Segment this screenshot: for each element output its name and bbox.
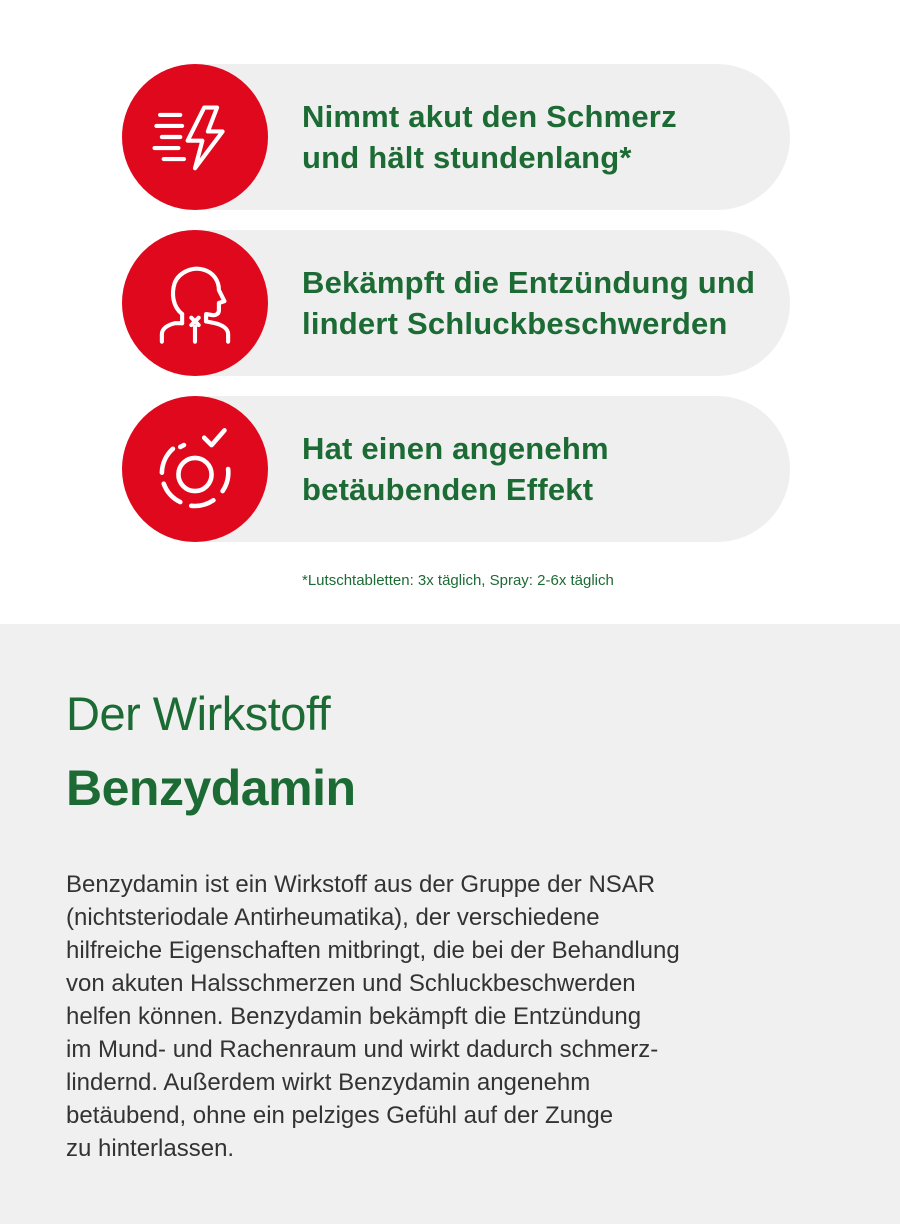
body-line: zu hinterlassen. [66, 1135, 235, 1162]
section-title-light: Der Wirkstoff [66, 687, 331, 740]
benefit-card-pain-relief [122, 64, 790, 210]
benefit-line: betäubenden Effekt [302, 472, 594, 507]
body-line: im Mund- und Rachenraum und wirkt dadurch schmerz- [66, 1036, 659, 1063]
benefit-card-numbing [122, 396, 790, 542]
body-line: lindernd. Außerdem wirkt Benzydamin angenehm [66, 1069, 591, 1096]
benefit-badge [122, 64, 268, 210]
numbing-circle-check-icon [149, 423, 241, 515]
benefit-line: und hält stundenlang* [302, 140, 632, 175]
benefit-text [302, 428, 772, 510]
throat-profile-icon [149, 257, 241, 349]
body-line: hilfreiche Eigenschaften mitbringt, die bei der Behandlung [66, 937, 680, 964]
benefit-card-inflammation [122, 230, 790, 376]
body-line: helfen können. Benzydamin bekämpft die Entzündung [66, 1003, 642, 1030]
lightning-speed-icon [149, 91, 241, 183]
active-ingredient-section [0, 624, 900, 1224]
body-line: betäubend, ohne ein pelziges Gefühl auf der Zunge [66, 1102, 614, 1129]
benefit-text [302, 96, 772, 178]
benefit-line: Bekämpft die Entzündung und [302, 265, 756, 300]
benefit-badge [122, 230, 268, 376]
benefit-badge [122, 396, 268, 542]
body-line: Benzydamin ist ein Wirkstoff aus der Gruppe der NSAR [66, 871, 656, 898]
benefit-line: Hat einen angenehm [302, 431, 609, 466]
footnote: *Lutschtabletten: 3x täglich, Spray: 2-6x täglich [302, 572, 614, 589]
benefit-line: Nimmt akut den Schmerz [302, 99, 677, 134]
body-line: (nichtsteriodale Antirheumatika), der verschiedene [66, 904, 600, 931]
section-title-bold: Benzydamin [66, 760, 356, 816]
section-body [66, 868, 846, 1165]
benefit-text [302, 262, 772, 344]
body-line: von akuten Halsschmerzen und Schluckbeschwerden [66, 970, 636, 997]
benefit-line: lindert Schluckbeschwerden [302, 306, 728, 341]
